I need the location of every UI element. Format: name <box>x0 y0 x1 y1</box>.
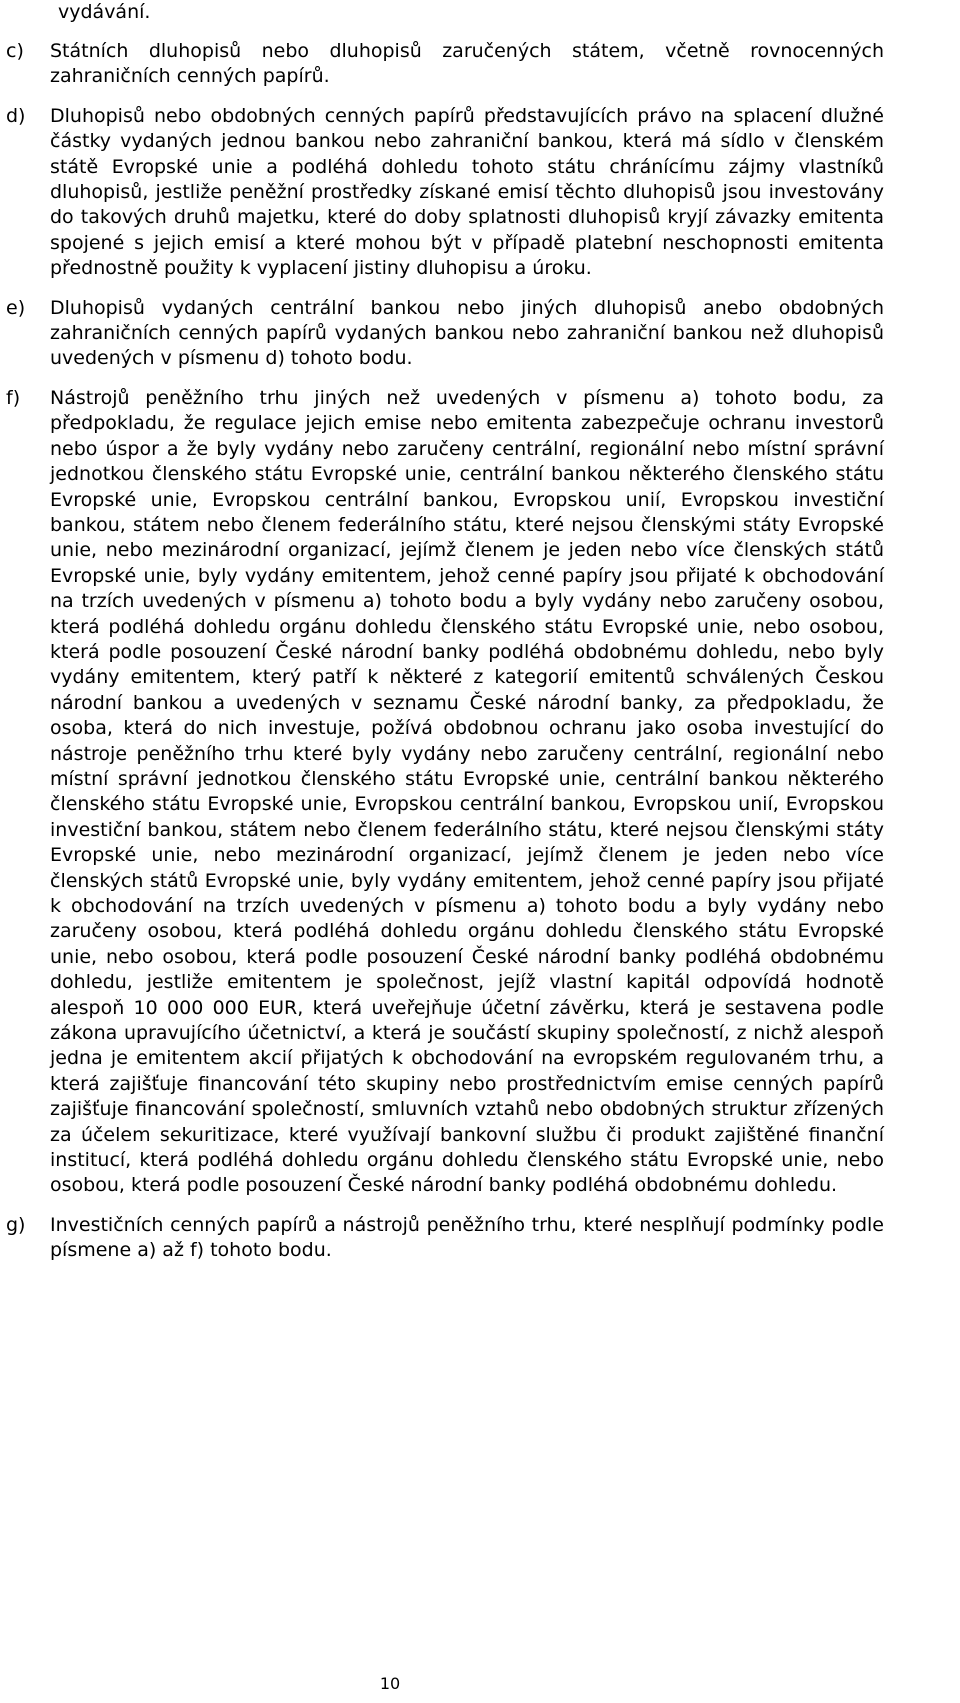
list-item-c <box>6 39 884 90</box>
list-item-letter: f) <box>6 386 21 409</box>
list-item-text: Dluhopisů nebo obdobných cenných papírů představujících právo na splacení dlužné částky vydaných jednou bankou nebo zahraniční bankou, která má sídlo v členském státě Evropské unie a podléhá dohledu tohoto státu chránícímu zájmy vlastníků dluhopisů, jestliže peněžní prostředky získané emisí těchto dluhopisů jsou investovány do takových druhů majetku, které do doby splatnosti dluhopisů kryjí závazky emitenta spojené s jejich emisí a které mohou být v případě platební neschopnosti emitenta přednostně použity k vyplacení jistiny dluhopisu a úroku. <box>50 104 884 280</box>
list-item-g <box>6 1213 884 1264</box>
list-item-letter: c) <box>6 40 24 62</box>
list-item-text: Státních dluhopisů nebo dluhopisů zaručených státem, včetně rovnocenných zahraničních cenných papírů. <box>50 40 884 88</box>
list-item-d <box>6 104 884 282</box>
continued-text: vydávání. <box>58 1 151 23</box>
list-item-text: Investičních cenných papírů a nástrojů peněžního trhu, které nesplňují podmínky podle písmene a) až f) tohoto bodu. <box>50 1213 884 1262</box>
list-item-e <box>6 296 884 372</box>
list-item-f <box>6 386 884 1199</box>
list-item-text: Nástrojů peněžního trhu jiných než uvedených v písmenu a) tohoto bodu, za předpokladu, že regulace jejich emise nebo emitenta zabezpečuje ochranu investorů nebo úspor a že byly vydány nebo zaručeny centrální, regionální nebo místní správní jednotkou členského státu Evropské unie, centrální bankou některého členského státu Evropské unie, Evropskou centrální bankou, Evropskou unií, Evropskou investiční bankou, státem nebo členem federálního státu, které nejsou členskými státy Evropské unie, nebo mezinárodní organizací, jejímž členem je jeden nebo více členských států Evropské unie, byly vydány emitentem, jehož cenné papíry jsou přijaté k obchodování na trzích uvedených v písmenu a) tohoto bodu a byly vydány nebo zaručeny osobou, která podléhá dohledu orgánu dohledu členského státu Evropské unie, nebo osobou, která podle posouzení České národní banky podléhá obdobnému dohledu, nebo byly vydány emitentem, který patří k některé z kategorií emitentů schválených Českou národní bankou a uvedených v seznamu České národní banky, za předpokladu, že osoba, která do nich investuje, požívá obdobnou ochranu jako osoba investující do nástroje peněžního trhu které byly vydány nebo zaručeny centrální, regionální nebo místní správní jednotkou členského státu Evropské unie, centrální bankou některého členského státu Evropské unie, Evropskou centrální bankou, Evropskou unií, Evropskou investiční bankou, státem nebo členem federálního státu, které nejsou členskými státy Evropské unie, nebo mezinárodní organizací, jejímž členem je jeden nebo více členských států Evropské unie, byly vydány emitentem, jehož cenné papíry jsou přijaté k obchodování na trzích uvedených v písmenu a) tohoto bodu a byly vydány nebo zaručeny osobou, která podléhá dohledu orgánu dohledu členského státu Evropské unie, nebo osobou, která podle posouzení České národní banky podléhá obdobnému dohledu, jestliže emitentem je společnost, jejíž vlastní kapitál odpovídá hodnotě alespoň 10 000 000 EUR, která uveřejňuje účetní závěrku, která je sestavena podle zákona upravujícího účetnictví, a která je součástí skupiny společností, z nichž alespoň jedna je emitentem akcií přijatých k obchodování na evropském regulovaném trhu, a která zajišťuje financování této skupiny nebo prostřednictvím emise cenných papírů zajišťuje financování společností, smluvních vztahů nebo obdobných struktur zřízených za účelem sekuritizace, které využívají bankovní službu či produkt zajištěné finanční institucí, která podléhá dohledu orgánu dohledu členského státu Evropské unie, nebo osobou, která podle posouzení České národní banky podléhá obdobnému dohledu. <box>50 386 884 1197</box>
list-item-text: Dluhopisů vydaných centrální bankou nebo jiných dluhopisů anebo obdobných zahraničních cenných papírů vydaných bankou nebo zahraniční bankou než dluhopisů uvedených v písmenu d) tohoto bodu. <box>50 296 884 370</box>
list-item-letter: e) <box>6 296 26 319</box>
list-item-letter: d) <box>6 104 26 127</box>
lettered-list <box>6 39 884 1278</box>
list-item-letter: g) <box>6 1213 26 1236</box>
page-number: 10 <box>379 1674 401 1693</box>
